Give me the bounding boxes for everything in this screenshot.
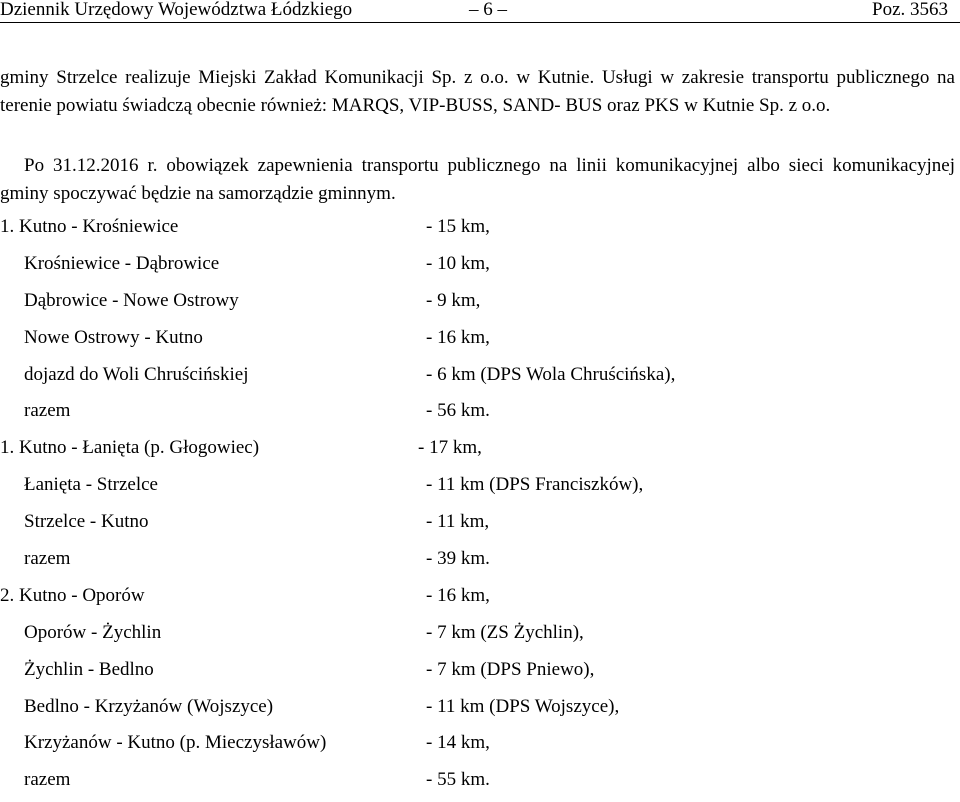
route-distance: - 10 km,: [426, 252, 490, 274]
route-row: [0, 286, 960, 323]
route-total-label: razem: [24, 400, 71, 422]
route-total-distance: - 39 km.: [426, 548, 490, 570]
route-total-row: [0, 544, 960, 581]
route-name: Krzyżanów - Kutno (p. Mieczysławów): [24, 732, 327, 754]
route-name: 1. Kutno - Łanięta (p. Głogowiec): [0, 437, 260, 459]
route-row: [0, 581, 960, 618]
route-row: [0, 470, 960, 507]
route-total-row: [0, 396, 960, 433]
route-distance: - 11 km (DPS Franciszków),: [426, 474, 644, 496]
page-header: [0, 0, 960, 23]
route-name: Oporów - Żychlin: [24, 621, 162, 643]
route-row: [0, 249, 960, 286]
route-distance: - 11 km (DPS Wojszyce),: [426, 695, 620, 717]
route-name: 1. Kutno - Krośniewice: [0, 216, 179, 237]
paragraph-transport-operators: gminy Strzelce realizuje Miejski Zakład Komunikacji Sp. z o.o. w Kutnie. Usługi w zakresie transportu publicznego na terenie powiatu świadczą obecnie również: MARQS, VIP-BUSS, SAND- BUS oraz PKS w Kutnie Sp. z o.o.: [0, 67, 955, 116]
route-distance: - 16 km,: [426, 584, 490, 606]
route-row: [0, 360, 960, 397]
route-name: Bedlno - Krzyżanów (Wojszyce): [24, 695, 274, 717]
route-distance: - 15 km,: [426, 216, 490, 237]
route-name: 2. Kutno - Oporów: [0, 584, 145, 606]
route-name: Żychlin - Bedlno: [24, 658, 154, 680]
route-distance: - 14 km,: [426, 732, 490, 754]
route-distance: - 16 km,: [426, 326, 490, 348]
route-row: [0, 618, 960, 655]
route-distance: - 6 km (DPS Wola Chruścińska),: [426, 363, 676, 385]
route-row: [0, 728, 960, 765]
route-total-label: razem: [24, 548, 71, 570]
route-row: [0, 692, 960, 729]
route-row: [0, 655, 960, 692]
route-name: Łanięta - Strzelce: [24, 474, 158, 496]
publication-title: Dziennik Urzędowy Województwa Łódzkiego: [0, 0, 353, 20]
route-total-row: [0, 765, 960, 802]
route-name: Krośniewice - Dąbrowice: [24, 252, 220, 274]
route-distance: - 9 km,: [426, 289, 481, 311]
route-distance: - 17 km,: [418, 437, 482, 459]
routes-list: [0, 212, 960, 802]
route-distance: - 11 km,: [426, 511, 490, 533]
route-total-distance: - 55 km.: [426, 769, 490, 791]
route-distance: - 7 km (DPS Pniewo),: [426, 658, 595, 680]
route-name: Dąbrowice - Nowe Ostrowy: [24, 289, 239, 311]
page-number: – 6 –: [469, 0, 507, 20]
route-distance: - 7 km (ZS Żychlin),: [426, 621, 584, 643]
route-row: [0, 507, 960, 544]
route-name: Nowe Ostrowy - Kutno: [24, 326, 203, 348]
route-row: [0, 433, 960, 470]
route-total-label: razem: [24, 769, 71, 791]
position-number: Poz. 3563: [872, 0, 948, 20]
route-name: Strzelce - Kutno: [24, 511, 149, 533]
route-row: [0, 323, 960, 360]
route-total-distance: - 56 km.: [426, 400, 490, 422]
route-row: [0, 212, 960, 249]
route-name: dojazd do Woli Chruścińskiej: [24, 363, 249, 385]
paragraph-obligation: Po 31.12.2016 r. obowiązek zapewnienia transportu publicznego na linii komunikacyjnej albo sieci komunikacyjnej gminy spoczywać będzie na samorządzie gminnym.: [0, 155, 955, 204]
